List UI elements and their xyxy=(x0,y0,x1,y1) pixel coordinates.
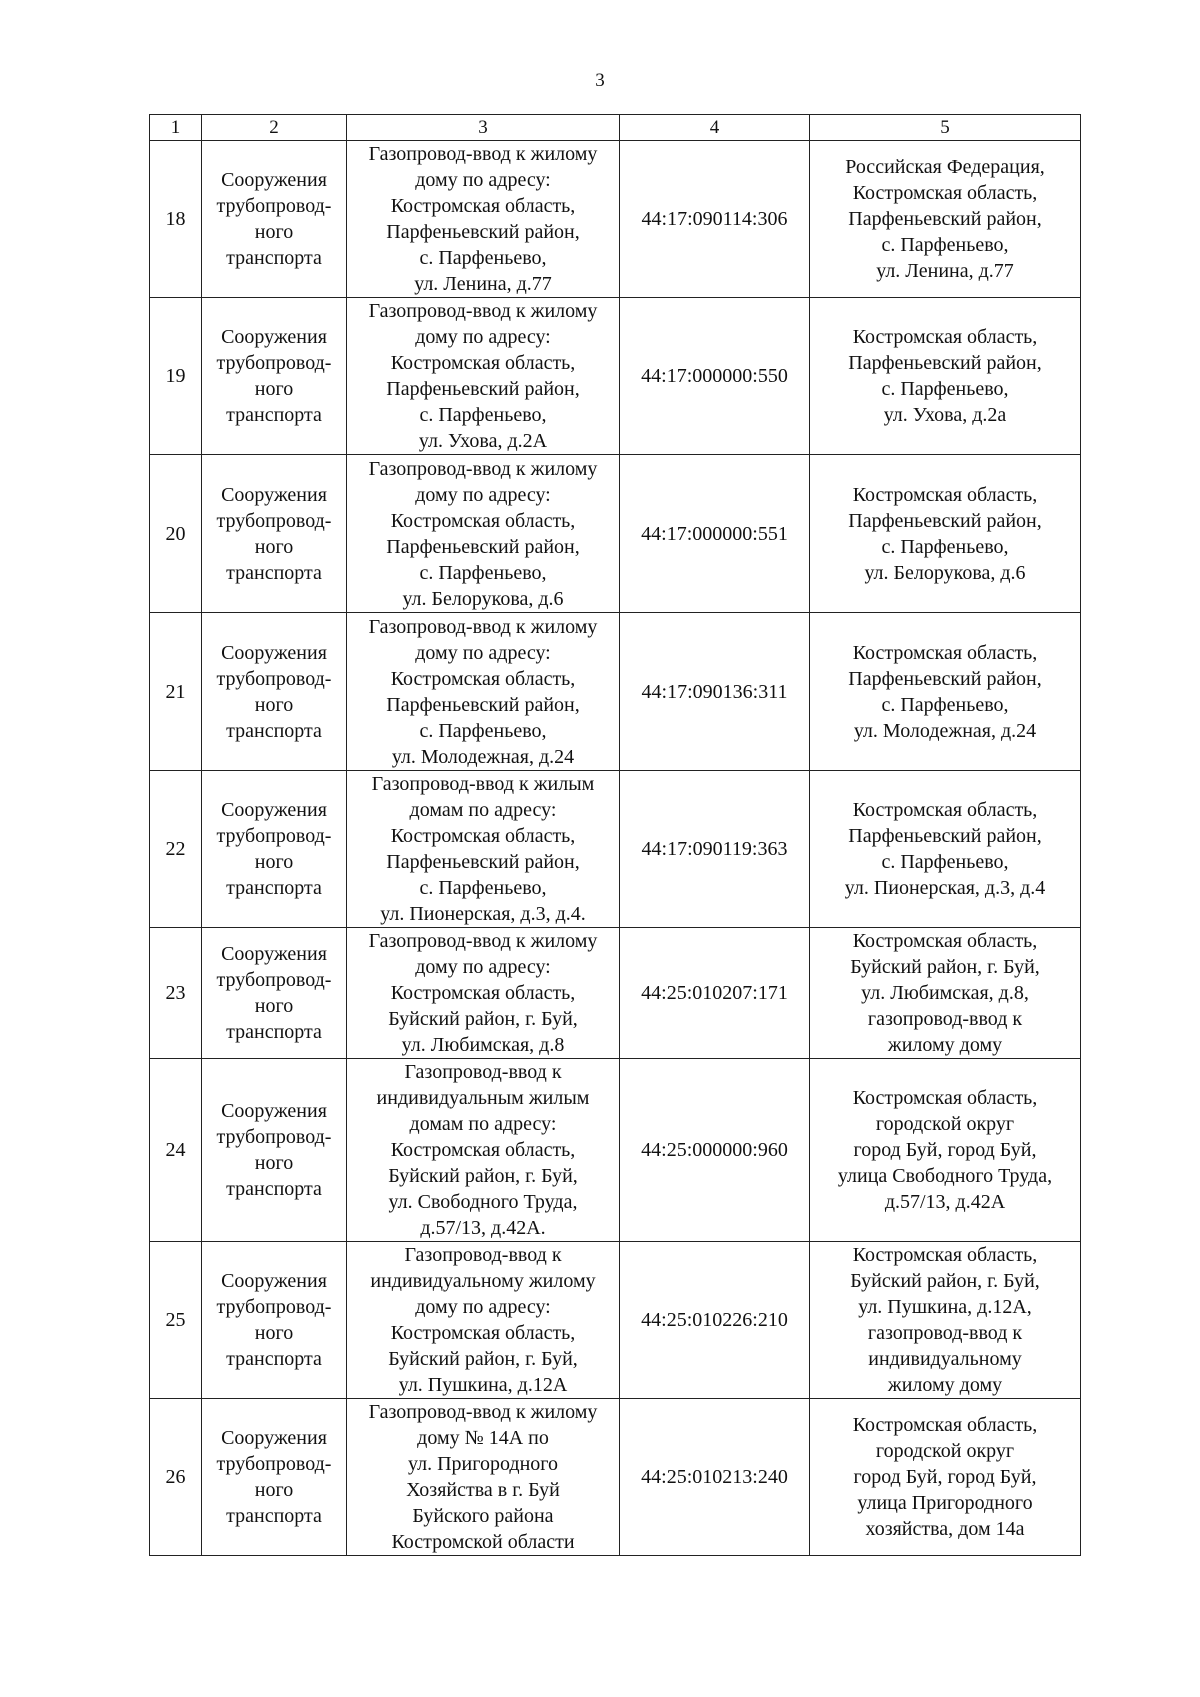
object-type-cell-line: транспорта xyxy=(226,404,322,426)
address-cell-line: с. Парфеньево, xyxy=(881,693,1009,716)
address-cell-line: Костромская область, xyxy=(852,799,1038,821)
address-cell-line: жилому дому xyxy=(887,1034,1003,1056)
object-name-cell-line: Газопровод-ввод к жилому xyxy=(368,143,598,165)
address-cell-line: ул. Пушкина, д.12А, xyxy=(858,1296,1032,1318)
header-col-2: 2 xyxy=(202,115,347,141)
object-type-cell xyxy=(202,928,347,1059)
object-type-cell-line: ного xyxy=(254,851,294,873)
object-name-cell-line: ул. Пушкина, д.12А xyxy=(398,1374,568,1396)
object-name-cell-line: домам по адресу: xyxy=(409,799,557,821)
table-row xyxy=(150,298,1081,455)
object-name-cell-line: Парфеньевский район, xyxy=(386,693,580,716)
object-type-cell-line: Сооружения xyxy=(221,1270,327,1292)
object-name-cell-line: дому № 14А по xyxy=(417,1427,549,1449)
table-row xyxy=(150,1242,1081,1399)
object-name-cell-line: с. Парфеньево, xyxy=(419,719,547,742)
object-type-cell-line: Сооружения xyxy=(221,943,327,965)
object-name-cell-line: Газопровод-ввод к жилому xyxy=(368,300,598,322)
address-cell xyxy=(810,928,1081,1059)
object-name-cell-line: Парфеньевский район, xyxy=(386,535,580,558)
object-name-cell-line: Хозяйства в г. Буй xyxy=(406,1479,560,1501)
object-name-cell-line: Буйский район, г. Буй, xyxy=(388,1165,578,1187)
object-type-cell xyxy=(202,613,347,771)
object-type-cell-line: трубопровод- xyxy=(216,195,332,217)
address-cell-line: Костромская область, xyxy=(852,930,1038,952)
address-cell xyxy=(810,1242,1081,1399)
address-cell-line: ул. Ленина, д.77 xyxy=(876,260,1014,282)
address-cell-line: д.57/13, д.42А xyxy=(884,1191,1006,1213)
cadastral-number-cell: 44:17:000000:551 xyxy=(620,455,810,613)
object-type-cell xyxy=(202,771,347,928)
address-cell-line: жилому дому xyxy=(887,1374,1003,1396)
object-name-cell-line: ул. Ленина, д.77 xyxy=(414,273,552,295)
address-cell-line: с. Парфеньево, xyxy=(881,378,1009,400)
address-cell-line: с. Парфеньево, xyxy=(881,851,1009,873)
object-type-cell xyxy=(202,141,347,298)
object-type-cell-line: транспорта xyxy=(226,877,322,899)
object-name-cell-line: Костромская область, xyxy=(390,667,576,690)
object-type-cell-line: трубопровод- xyxy=(216,825,332,847)
object-type-cell-line: транспорта xyxy=(226,1348,322,1370)
address-cell-line: город Буй, город Буй, xyxy=(853,1139,1037,1161)
object-name-cell-line: Буйский район, г. Буй, xyxy=(388,1008,578,1030)
object-name-cell-line: Газопровод-ввод к жилому xyxy=(368,457,598,480)
address-cell-line: город Буй, город Буй, xyxy=(853,1466,1037,1488)
object-type-cell-line: Сооружения xyxy=(221,326,327,348)
table-row xyxy=(150,928,1081,1059)
address-cell-line: с. Парфеньево, xyxy=(881,234,1009,256)
object-name-cell-line: дому по адресу: xyxy=(415,169,551,191)
cadastral-number-cell: 44:25:010213:240 xyxy=(620,1399,810,1556)
row-number-cell: 20 xyxy=(150,455,202,613)
object-type-cell-line: ного xyxy=(254,378,294,400)
table-row xyxy=(150,771,1081,928)
table-row xyxy=(150,455,1081,613)
object-type-cell-line: Сооружения xyxy=(221,641,327,664)
table-header xyxy=(150,115,1081,141)
address-cell-line: Российская Федерация, xyxy=(845,156,1045,178)
object-type-cell-line: трубопровод- xyxy=(216,1453,332,1475)
object-name-cell-line: ул. Ухова, д.2А xyxy=(418,430,548,452)
address-cell-line: с. Парфеньево, xyxy=(881,535,1009,558)
object-name-cell-line: Газопровод-ввод к жилому xyxy=(368,1401,598,1423)
address-cell xyxy=(810,1399,1081,1556)
address-cell-line: Парфеньевский район, xyxy=(848,509,1042,532)
address-cell-line: Костромская область, xyxy=(852,326,1038,348)
object-name-cell-line: с. Парфеньево, xyxy=(419,404,547,426)
object-name-cell-line: Газопровод-ввод к xyxy=(404,1061,562,1083)
object-type-cell-line: транспорта xyxy=(226,247,322,269)
address-cell xyxy=(810,1059,1081,1242)
address-cell-line: хозяйства, дом 14а xyxy=(865,1518,1025,1540)
object-name-cell-line: Парфеньевский район, xyxy=(386,851,580,873)
object-name-cell xyxy=(347,141,620,298)
object-name-cell-line: Костромская область, xyxy=(390,352,576,374)
address-cell-line: улица Пригородного xyxy=(857,1492,1033,1514)
object-name-cell-line: Буйский район, г. Буй, xyxy=(388,1348,578,1370)
address-cell-line: Костромская область, xyxy=(852,1244,1038,1266)
row-number-cell: 21 xyxy=(150,613,202,771)
object-type-cell-line: ного xyxy=(254,1322,294,1344)
object-type-cell-line: трубопровод- xyxy=(216,352,332,374)
object-name-cell-line: с. Парфеньево, xyxy=(419,247,547,269)
object-type-cell-line: транспорта xyxy=(226,1505,322,1527)
table-body xyxy=(150,141,1081,1556)
object-name-cell-line: дому по адресу: xyxy=(415,483,551,506)
object-type-cell-line: трубопровод- xyxy=(216,667,332,690)
address-cell-line: ул. Ухова, д.2а xyxy=(883,404,1007,426)
object-type-cell xyxy=(202,1059,347,1242)
header-col-5: 5 xyxy=(810,115,1081,141)
address-cell-line: газопровод-ввод к xyxy=(867,1322,1023,1344)
address-cell-line: газопровод-ввод к xyxy=(867,1008,1023,1030)
object-name-cell-line: Газопровод-ввод к xyxy=(404,1244,562,1266)
object-name-cell-line: дому по адресу: xyxy=(415,1296,551,1318)
object-name-cell-line: Костромская область, xyxy=(390,1322,576,1344)
object-type-cell-line: Сооружения xyxy=(221,483,327,506)
object-name-cell-line: Костромская область, xyxy=(390,195,576,217)
object-name-cell xyxy=(347,771,620,928)
address-cell-line: Костромская область, xyxy=(852,641,1038,664)
row-number-cell: 22 xyxy=(150,771,202,928)
row-number-cell: 18 xyxy=(150,141,202,298)
address-cell-line: Костромская область, xyxy=(852,483,1038,506)
object-type-cell-line: транспорта xyxy=(226,1178,322,1200)
page-number: 3 xyxy=(595,70,605,91)
address-cell-line: индивидуальному xyxy=(868,1348,1022,1370)
object-name-cell-line: ул. Любимская, д.8 xyxy=(401,1034,565,1056)
object-type-cell-line: трубопровод- xyxy=(216,1296,332,1318)
object-name-cell-line: ул. Пригородного xyxy=(408,1453,558,1475)
address-cell-line: Парфеньевский район, xyxy=(848,352,1042,374)
object-type-cell-line: ного xyxy=(254,693,294,716)
object-name-cell-line: индивидуальному жилому xyxy=(370,1270,596,1292)
address-cell xyxy=(810,455,1081,613)
table-row xyxy=(150,1399,1081,1556)
address-cell-line: Костромская область, xyxy=(852,1414,1038,1436)
address-cell-line: ул. Любимская, д.8, xyxy=(861,982,1029,1004)
object-name-cell-line: Буйского района xyxy=(412,1505,554,1527)
row-number-cell: 23 xyxy=(150,928,202,1059)
object-type-cell-line: Сооружения xyxy=(221,169,327,191)
cadastral-number-cell: 44:25:010226:210 xyxy=(620,1242,810,1399)
header-col-3: 3 xyxy=(347,115,620,141)
object-name-cell-line: ул. Свободного Труда, xyxy=(388,1191,578,1213)
object-name-cell-line: Газопровод-ввод к жилым xyxy=(371,773,595,795)
object-name-cell-line: ул. Пионерская, д.3, д.4. xyxy=(380,903,586,925)
address-cell-line: городской округ xyxy=(875,1440,1015,1462)
header-col-4: 4 xyxy=(620,115,810,141)
table-row xyxy=(150,141,1081,298)
cadastral-number-cell: 44:25:000000:960 xyxy=(620,1059,810,1242)
row-number-cell: 25 xyxy=(150,1242,202,1399)
object-name-cell-line: с. Парфеньево, xyxy=(419,561,547,584)
object-type-cell xyxy=(202,298,347,455)
object-type-cell-line: ного xyxy=(254,535,294,558)
address-cell-line: Костромская область, xyxy=(852,182,1038,204)
object-name-cell-line: дому по адресу: xyxy=(415,956,551,978)
cadastral-number-cell: 44:17:090119:363 xyxy=(620,771,810,928)
object-type-cell-line: Сооружения xyxy=(221,799,327,821)
address-cell-line: ул. Молодежная, д.24 xyxy=(853,719,1037,742)
cadastral-number-cell: 44:17:000000:550 xyxy=(620,298,810,455)
address-cell-line: ул. Пионерская, д.3, д.4 xyxy=(844,877,1046,899)
object-type-cell-line: ного xyxy=(254,221,294,243)
object-name-cell-line: индивидуальным жилым xyxy=(376,1087,590,1109)
cadastral-number-cell: 44:17:090136:311 xyxy=(620,613,810,771)
object-name-cell-line: Костромская область, xyxy=(390,825,576,847)
address-cell-line: Парфеньевский район, xyxy=(848,667,1042,690)
address-cell-line: Буйский район, г. Буй, xyxy=(850,1270,1040,1292)
address-cell-line: Буйский район, г. Буй, xyxy=(850,956,1040,978)
object-type-cell xyxy=(202,455,347,613)
object-name-cell-line: Газопровод-ввод к жилому xyxy=(368,615,598,638)
cadastral-number-cell: 44:25:010207:171 xyxy=(620,928,810,1059)
header-row xyxy=(150,115,1081,141)
object-name-cell xyxy=(347,613,620,771)
object-type-cell-line: транспорта xyxy=(226,719,322,742)
object-type-cell-line: ного xyxy=(254,1152,294,1174)
object-type-cell xyxy=(202,1242,347,1399)
table-row xyxy=(150,613,1081,771)
object-name-cell xyxy=(347,1399,620,1556)
header-col-1: 1 xyxy=(150,115,202,141)
object-name-cell xyxy=(347,1242,620,1399)
object-type-cell-line: ного xyxy=(254,995,294,1017)
object-name-cell xyxy=(347,1059,620,1242)
object-type-cell-line: Сооружения xyxy=(221,1427,327,1449)
row-number-cell: 24 xyxy=(150,1059,202,1242)
address-cell xyxy=(810,613,1081,771)
cadastral-number-cell: 44:17:090114:306 xyxy=(620,141,810,298)
object-type-cell-line: трубопровод- xyxy=(216,969,332,991)
object-name-cell-line: д.57/13, д.42А. xyxy=(420,1217,546,1239)
table-row xyxy=(150,1059,1081,1242)
address-cell-line: ул. Белорукова, д.6 xyxy=(864,561,1026,584)
object-name-cell-line: дому по адресу: xyxy=(415,326,551,348)
row-number-cell: 26 xyxy=(150,1399,202,1556)
row-number-cell: 19 xyxy=(150,298,202,455)
object-name-cell-line: с. Парфеньево, xyxy=(419,877,547,899)
object-type-cell-line: ного xyxy=(254,1479,294,1501)
object-name-cell-line: Костромская область, xyxy=(390,982,576,1004)
address-cell xyxy=(810,298,1081,455)
object-name-cell-line: Парфеньевский район, xyxy=(386,378,580,400)
object-type-cell xyxy=(202,1399,347,1556)
object-name-cell-line: ул. Молодежная, д.24 xyxy=(391,745,575,768)
object-name-cell xyxy=(347,455,620,613)
object-type-cell-line: трубопровод- xyxy=(216,1126,332,1148)
address-cell-line: Парфеньевский район, xyxy=(848,208,1042,230)
object-type-cell-line: трубопровод- xyxy=(216,509,332,532)
object-name-cell-line: домам по адресу: xyxy=(409,1113,557,1135)
object-name-cell-line: Костромская область, xyxy=(390,1139,576,1161)
address-cell-line: городской округ xyxy=(875,1113,1015,1135)
object-type-cell-line: Сооружения xyxy=(221,1100,327,1122)
object-name-cell-line: Парфеньевский район, xyxy=(386,221,580,243)
object-name-cell-line: Костромской области xyxy=(391,1531,575,1553)
object-name-cell-line: дому по адресу: xyxy=(415,641,551,664)
object-name-cell-line: ул. Белорукова, д.6 xyxy=(402,587,564,610)
address-cell xyxy=(810,141,1081,298)
address-cell xyxy=(810,771,1081,928)
object-name-cell xyxy=(347,928,620,1059)
object-name-cell-line: Газопровод-ввод к жилому xyxy=(368,930,598,952)
address-cell-line: Парфеньевский район, xyxy=(848,825,1042,847)
address-cell-line: улица Свободного Труда, xyxy=(837,1165,1053,1187)
registry-table xyxy=(149,114,1081,1556)
object-name-cell xyxy=(347,298,620,455)
object-type-cell-line: транспорта xyxy=(226,1021,322,1043)
object-type-cell-line: транспорта xyxy=(226,561,322,584)
object-name-cell-line: Костромская область, xyxy=(390,509,576,532)
address-cell-line: Костромская область, xyxy=(852,1087,1038,1109)
